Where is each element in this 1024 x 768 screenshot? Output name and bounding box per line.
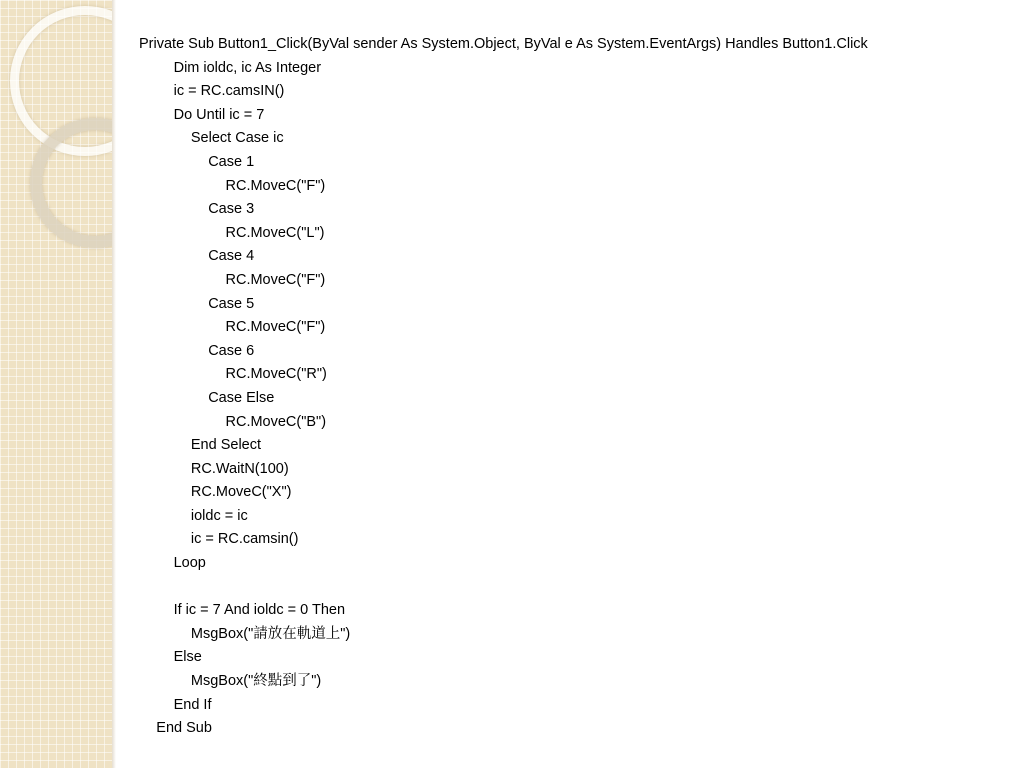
code-line: Case 3 [208,201,255,218]
code-line: End If [173,696,212,713]
code-line: Do Until ic = 7 [173,106,265,123]
code-line: ic = RC.camsin() [190,531,299,548]
code-line: Else [173,649,202,666]
code-line: RC.MoveC("B") [225,413,327,430]
code-line: RC.MoveC("L") [225,224,325,241]
code-line: Case 6 [208,342,255,359]
code-line: RC.MoveC("X") [190,484,292,501]
code-block [139,33,868,741]
code-line: RC.MoveC("R") [225,366,327,383]
code-line: Case 4 [208,248,255,265]
code-line: Case 5 [208,295,255,312]
code-line: Loop [173,555,206,572]
code-line-blank [139,576,868,600]
code-line: RC.MoveC("F") [225,177,326,194]
code-line: RC.WaitN(100) [190,460,289,477]
code-line: Private Sub Button1_Click(ByVal sender As System.Object, ByVal e As System.EventArgs) Handles Button1.Click [139,36,868,52]
code-line: Case 1 [208,153,255,170]
code-line: MsgBox("終點到了") [190,673,322,690]
code-line: Dim ioldc, ic As Integer [173,59,322,76]
code-line: ic = RC.camsIN() [173,83,285,100]
code-line: End Sub [156,720,212,737]
code-line: If ic = 7 And ioldc = 0 Then [173,602,346,619]
code-line: MsgBox("請放在軌道上") [190,625,351,642]
code-line: RC.MoveC("F") [225,319,326,336]
strip-edge-shadow [112,0,116,768]
code-line: End Select [190,437,262,454]
code-line: Select Case ic [190,130,284,147]
code-line: Case Else [208,389,275,406]
code-line: ioldc = ic [190,507,248,524]
code-line: RC.MoveC("F") [225,271,326,288]
decorative-side-strip [0,0,112,768]
